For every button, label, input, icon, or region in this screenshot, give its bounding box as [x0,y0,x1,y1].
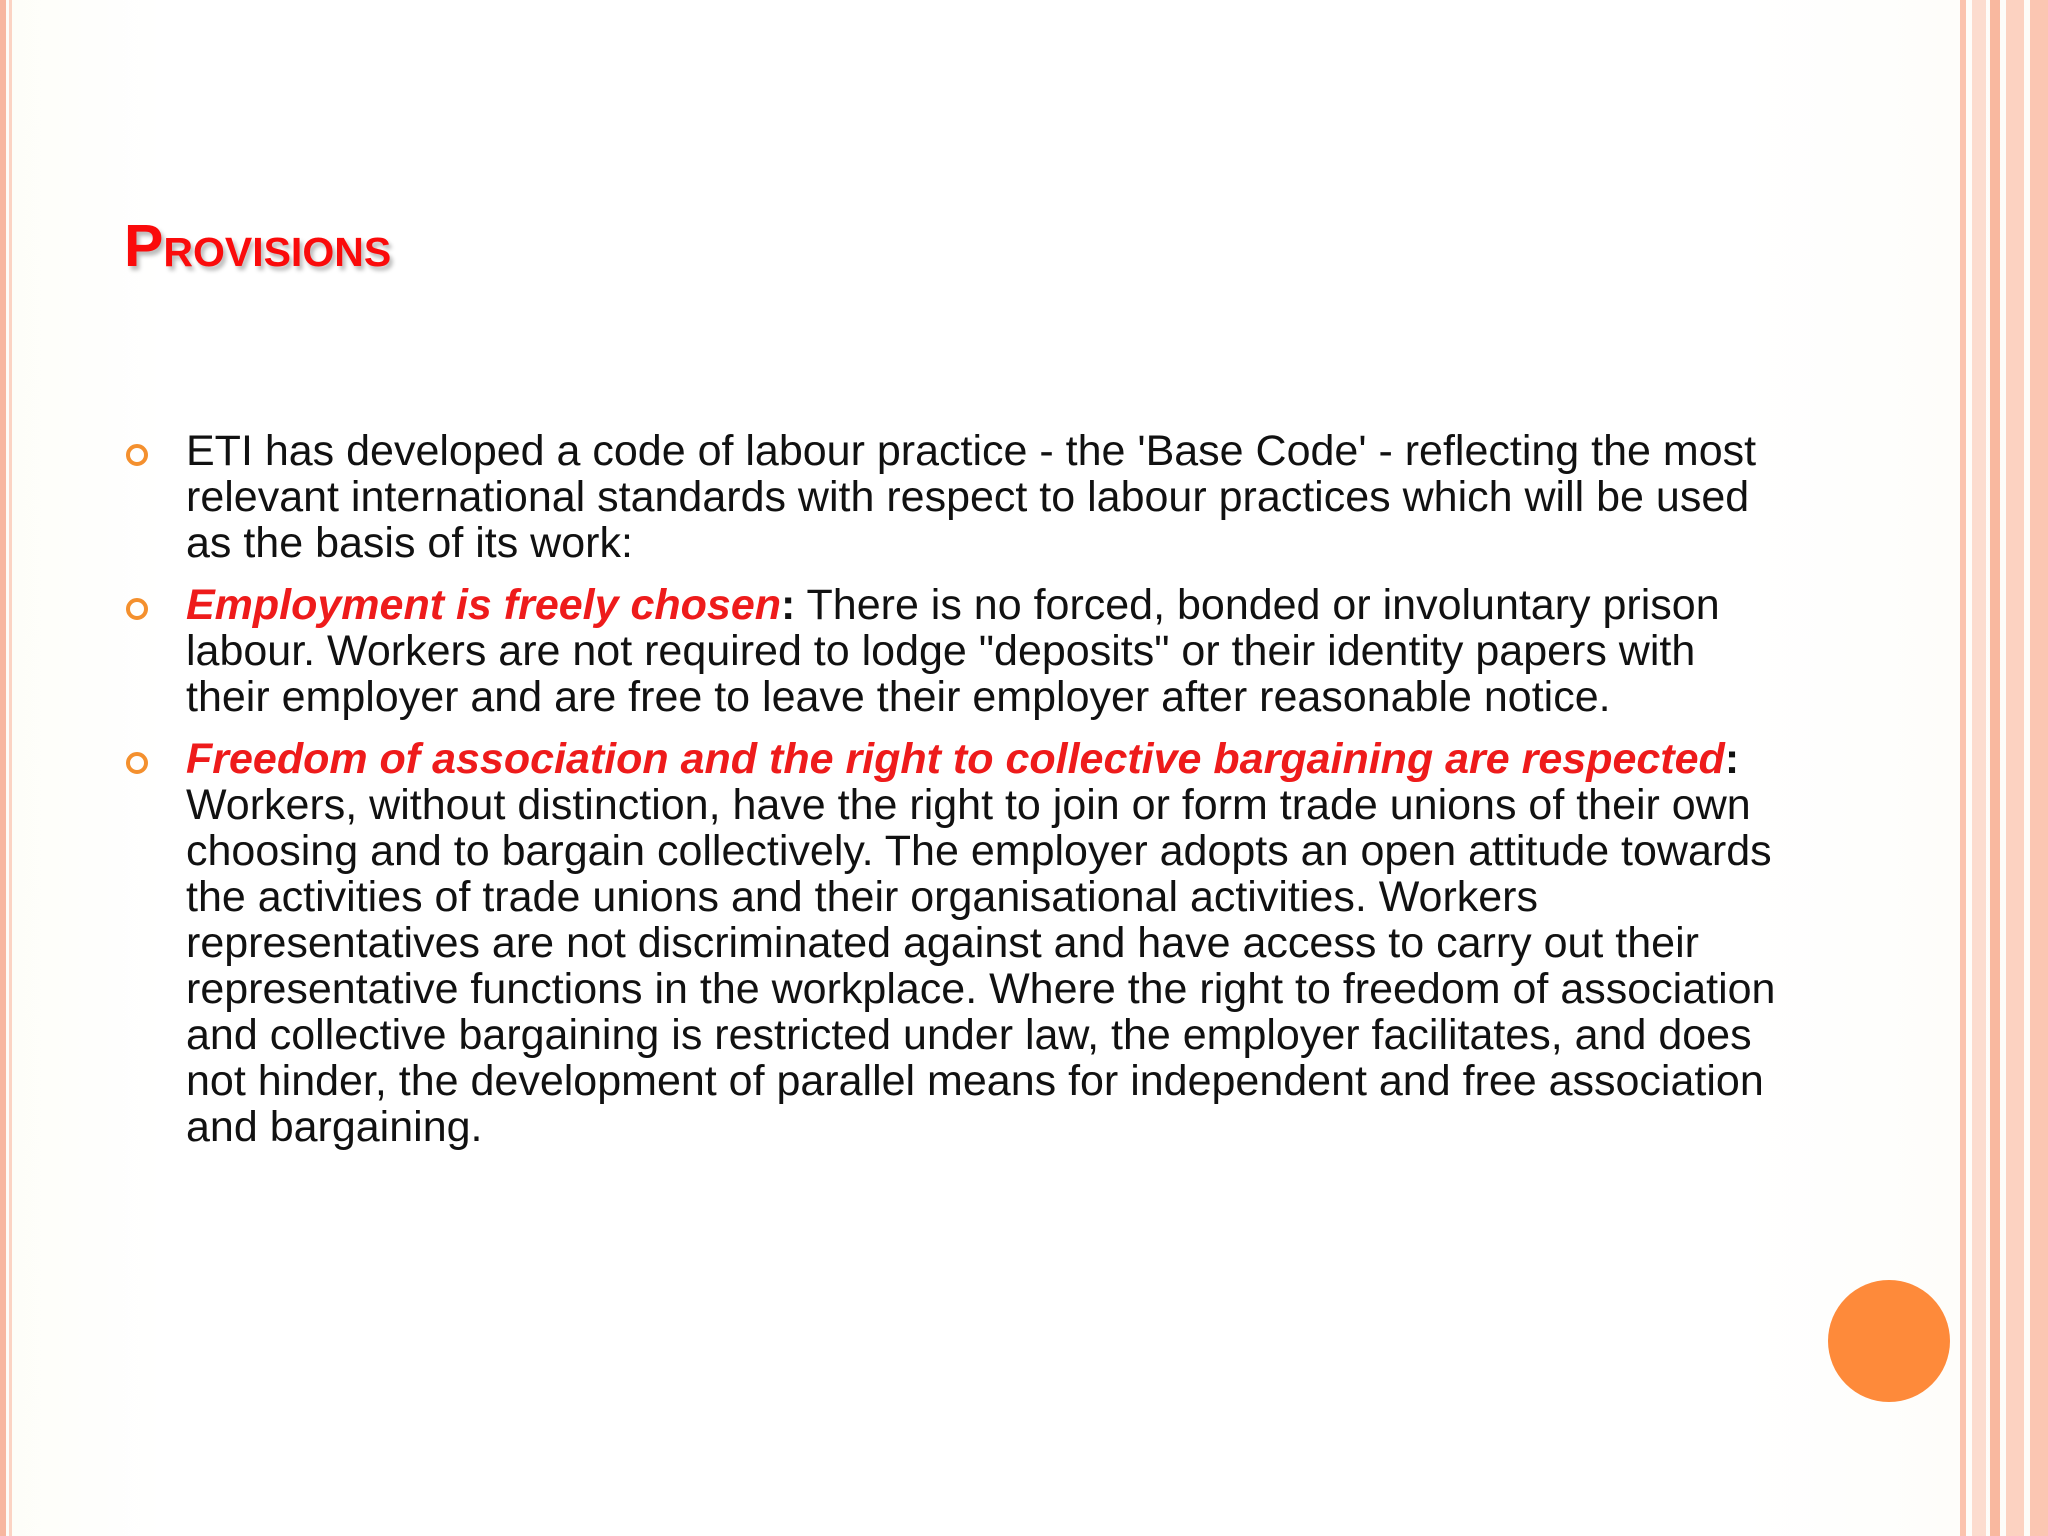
bullet-ring-icon [126,752,148,774]
bullet-item [124,428,1784,566]
right-decor-stripe [1990,0,2000,1536]
bullet-text: ETI has developed a code of labour practice - the 'Base Code' - reflecting the most relevant international standards with respect to labour practices which will be used as the basis of its work: [186,427,1757,567]
right-decor-stripe [2006,0,2024,1536]
bullet-text: There is no forced, bonded or involuntary prison labour. Workers are not required to lodge "deposits" or their identity papers with their employer and are free to leave their employer after reasonable notice. [186,581,1720,721]
left-decor-stripe [0,0,6,1536]
slide-title: Provisions [124,213,392,279]
right-decor-stripe [1960,0,1966,1536]
left-decor-stripe [9,0,12,1536]
bullet-emphasis: Freedom of association and the right to collective bargaining are respected [186,735,1725,783]
bullet-ring-icon [126,598,148,620]
right-decor-stripe [1972,0,1986,1536]
decorative-circle [1828,1280,1950,1402]
bullet-separator: : [1724,735,1740,783]
bullet-separator: : [781,581,796,629]
bullet-item [124,582,1784,720]
bullet-list [124,428,1784,1166]
right-decor-stripe [2030,0,2048,1536]
bullet-ring-icon [126,444,148,466]
bullet-emphasis: Employment is freely chosen [186,581,782,629]
bullet-text: Workers, without distinction, have the right to join or form trade unions of their own choosing and to bargain collectively. The employer adopts an open attitude towards the activities of trade unions and their organisational activities. Workers representatives are not discriminated against and have access to carry out their representative functions in the workplace. Where the right to freedom of association and collective bargaining is restricted under law, the employer facilitates, and does not hinder, the development of parallel means for independent and free association and bargaining. [186,781,1776,1151]
bullet-item [124,736,1784,1150]
